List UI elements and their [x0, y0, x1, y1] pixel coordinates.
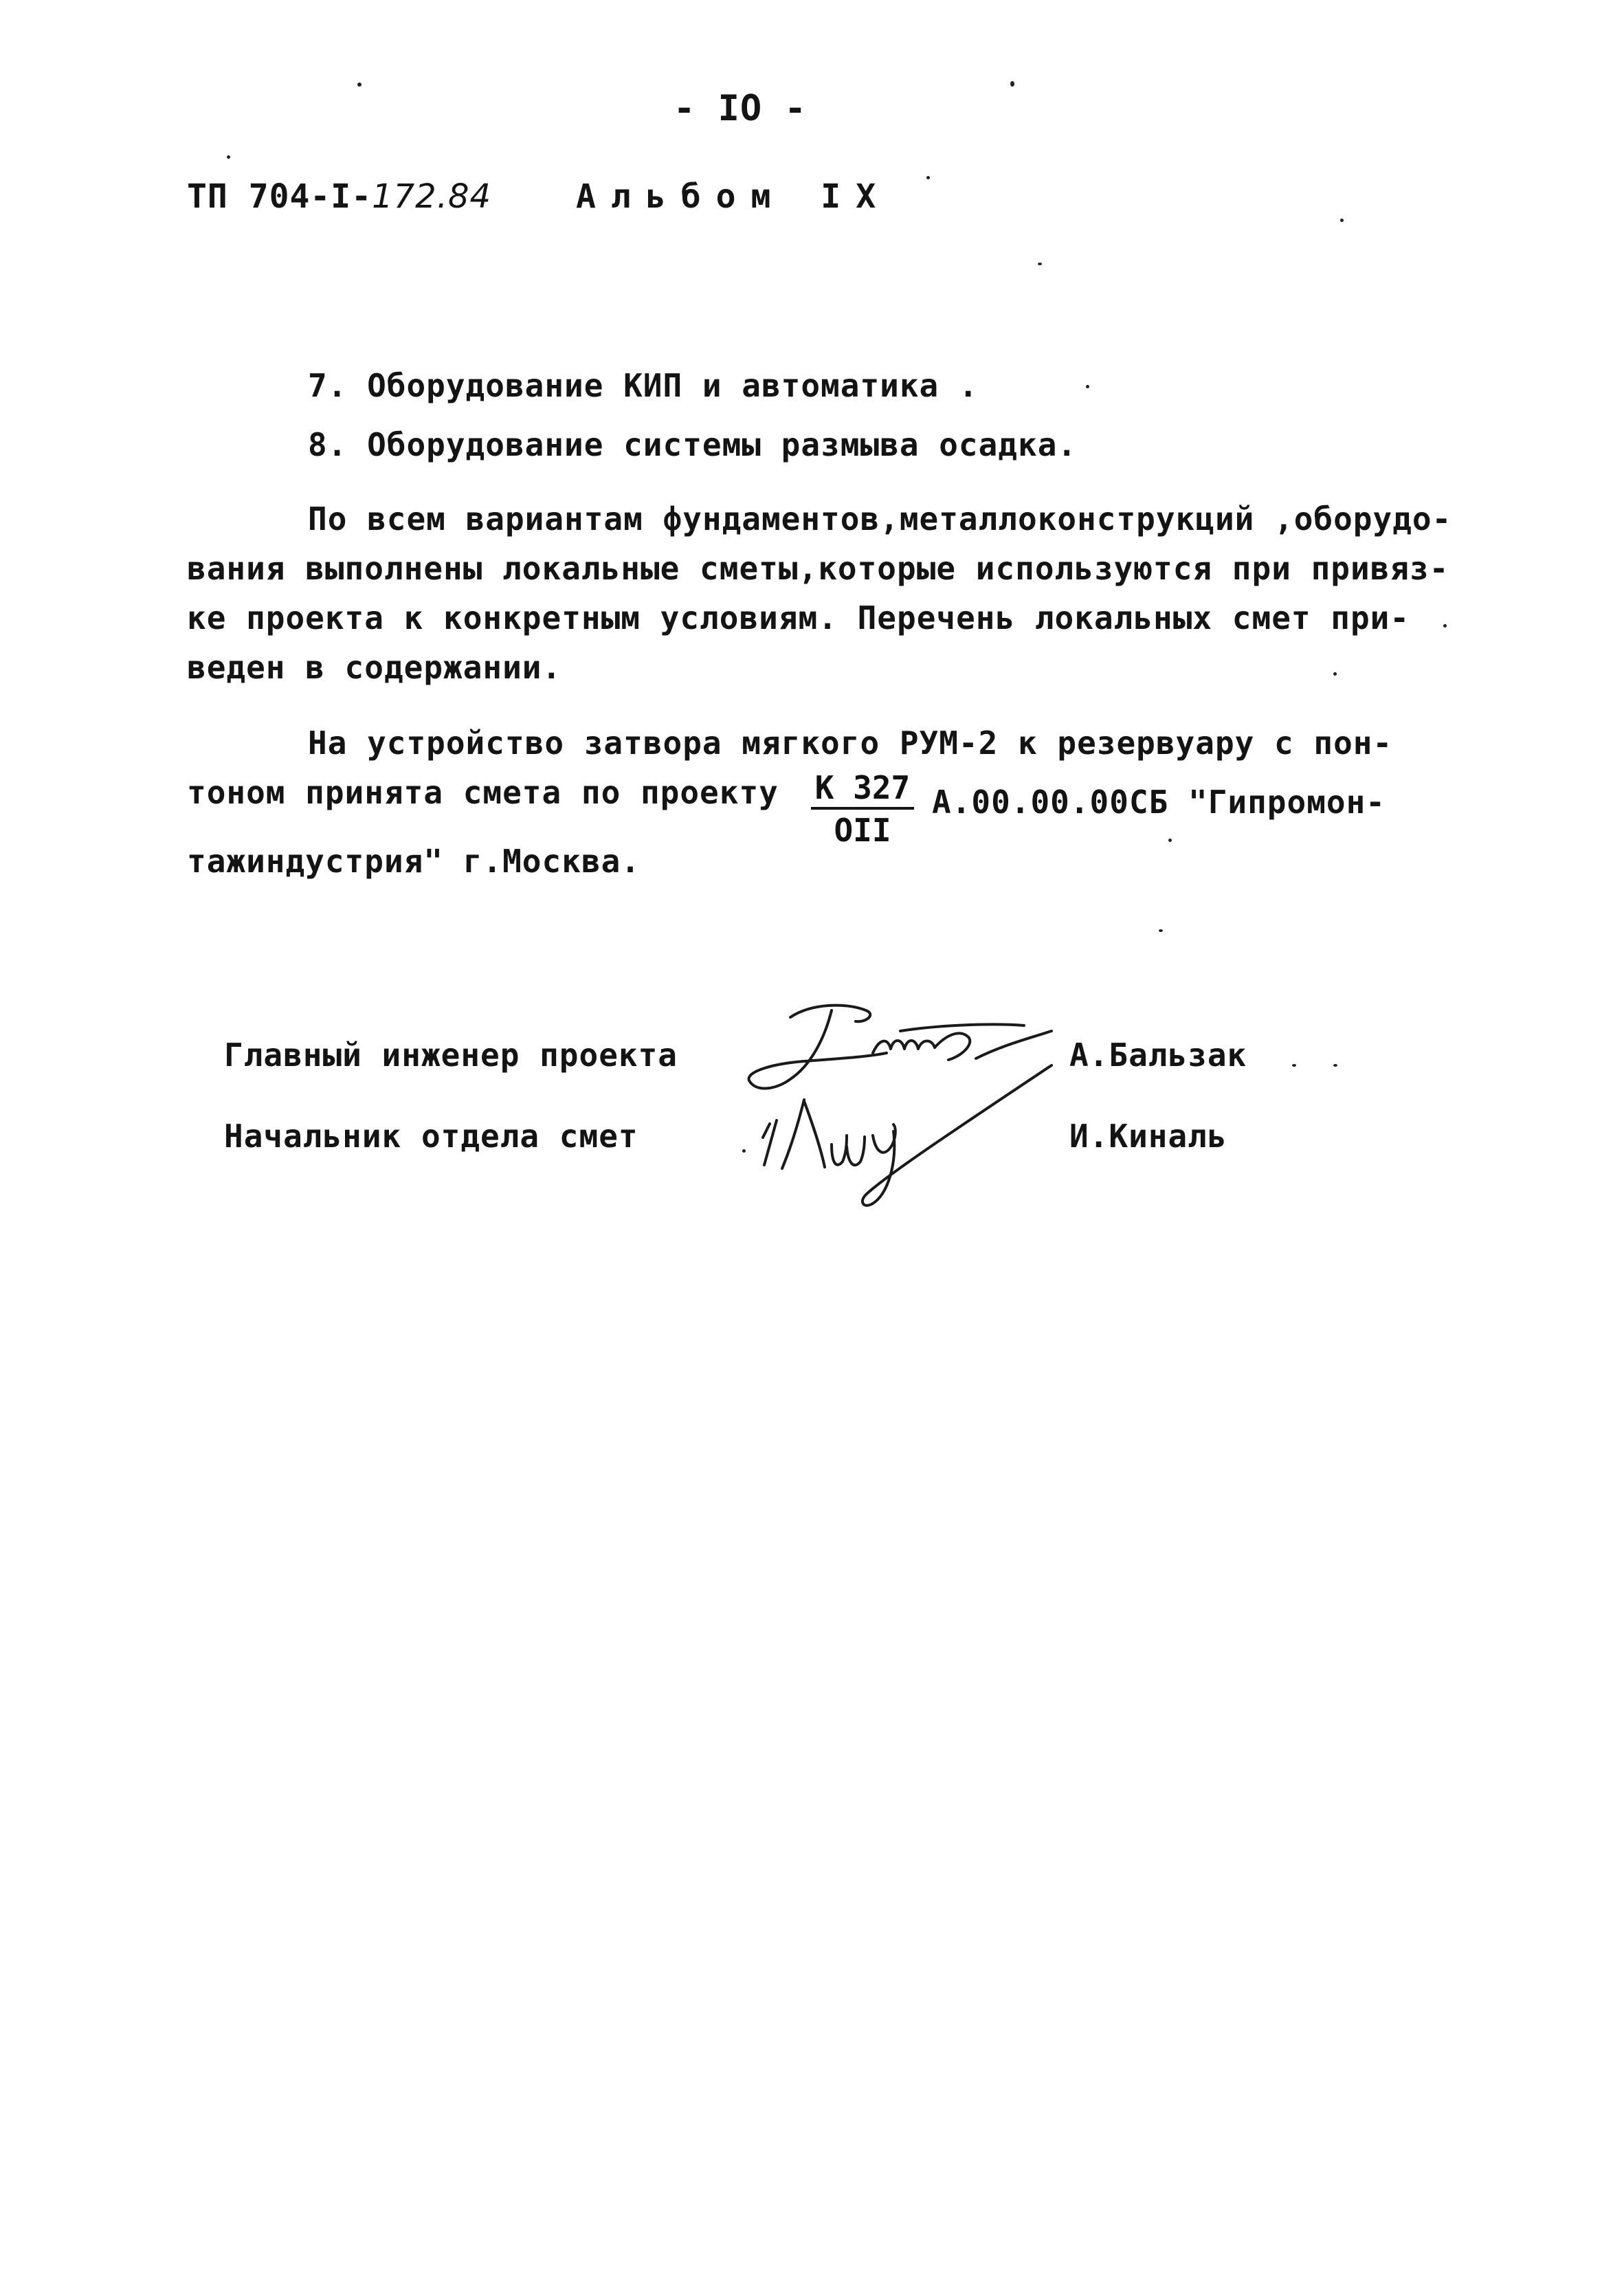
document-code	[187, 177, 491, 216]
scan-speck	[1038, 263, 1042, 265]
scan-speck	[1340, 219, 1344, 222]
document-code-typed: ТП 704-I-	[187, 177, 372, 216]
scan-speck	[742, 1149, 746, 1153]
paragraph-1-line-3: ке проекта к конкретным условиям. Перечень локальных смет при-	[187, 599, 1410, 636]
paragraph-1-line-1: По всем вариантам фундаментов,металлоконструкций ,оборудо-	[308, 500, 1452, 537]
scan-speck	[227, 155, 230, 159]
scan-speck	[1159, 929, 1163, 932]
signature-name-chief-engineer: А.Бальзак	[1069, 1036, 1247, 1074]
scan-speck	[1333, 1064, 1337, 1067]
scan-speck	[1086, 385, 1089, 388]
paragraph-2-line-2-end: А.00.00.00СБ "Гипромон-	[932, 784, 1386, 821]
list-item-7: 7. Оборудование КИП и автоматика .	[308, 367, 979, 404]
handwritten-signatures	[728, 990, 1086, 1210]
scan-speck	[1443, 624, 1447, 628]
fraction-numerator: К 327	[811, 768, 914, 810]
paragraph-2-line-1: На устройство затвора мягкого РУМ-2 к резервуару с пон-	[308, 724, 1393, 762]
signature-role-head-estimates: Начальник отдела смет	[224, 1118, 638, 1155]
paragraph-2-line-3: тажиндустрия" г.Москва.	[187, 843, 641, 880]
paragraph-1-line-4: веден в содержании.	[187, 649, 562, 686]
paragraph-1-line-2: вания выполнены локальные сметы,которые используются при привяз-	[187, 550, 1449, 587]
list-item-8: 8. Оборудование системы размыва осадка.	[308, 426, 1078, 463]
scan-speck	[1333, 672, 1337, 676]
signature-role-chief-engineer: Главный инженер проекта	[224, 1036, 678, 1074]
scan-speck	[1292, 1064, 1296, 1067]
project-code-fraction	[811, 768, 914, 851]
fraction-denominator: OII	[834, 812, 891, 849]
page-number: - IO -	[674, 88, 807, 129]
scan-speck	[1010, 81, 1014, 87]
scan-speck	[926, 176, 930, 179]
scan-speck	[1168, 839, 1172, 842]
album-label: Альбом IX	[576, 177, 891, 216]
document-code-handwritten: 172.84	[372, 177, 492, 216]
scan-speck	[357, 82, 361, 87]
paragraph-2-line-2-start: тоном принята смета по проекту	[187, 774, 779, 811]
signature-name-head-estimates: И.Киналь	[1069, 1118, 1227, 1155]
